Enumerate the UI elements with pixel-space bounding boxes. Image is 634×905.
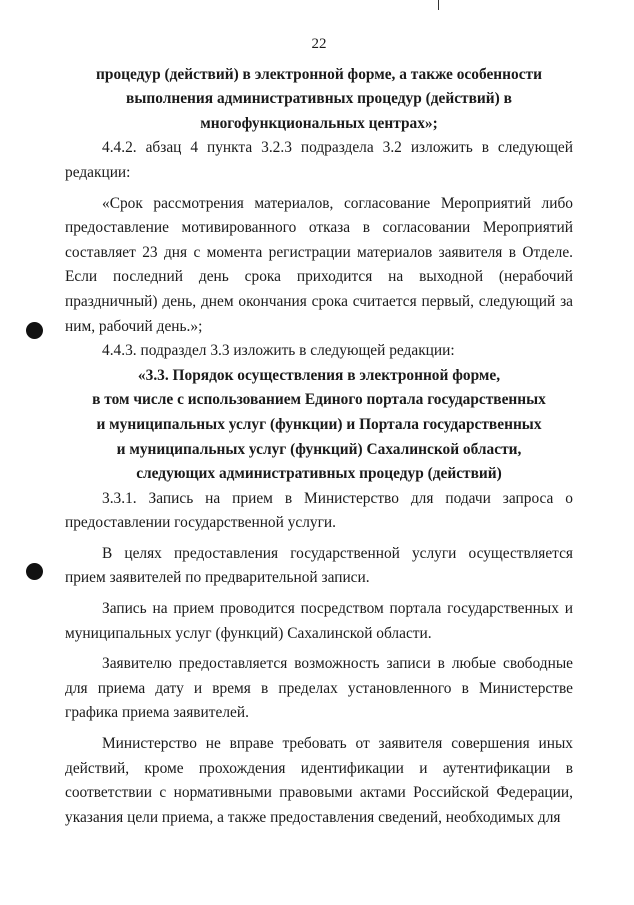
heading-line: многофункциональных центрах»; — [200, 114, 438, 132]
heading-continuation — [65, 63, 573, 137]
heading-line: процедур (действий) в электронной форме, а также особенности — [96, 65, 542, 83]
heading-line: «3.3. Порядок осуществления в электронной форме, — [137, 366, 501, 384]
heading-line: выполнения административных процедур (действий) в — [126, 90, 512, 108]
paragraph-goal: В целях предоставления государственной услуги осуществляется прием заявителей по предварительной записи. — [65, 544, 573, 587]
page-number: 22 — [311, 36, 327, 52]
paragraph-ministry: Министерство не вправе требовать от заявителя совершения иных действий, кроме прохождения идентификации и аутентификации в соответствии с нормативными правовыми актами Российской Федерации, указания цели приема, а также предоставления сведений, необходимых для — [65, 735, 573, 826]
heading-line: в том числе с использованием Единого портала государственных — [92, 391, 546, 409]
punch-hole — [26, 322, 43, 339]
document-page — [65, 32, 573, 830]
paragraph-4-4-2: 4.4.2. абзац 4 пункта 3.2.3 подраздела 3.2 изложить в следующей редакции: — [65, 139, 573, 181]
paragraph-quote: «Срок рассмотрения материалов, согласование Мероприятий либо предоставление мотивированного отказа в согласовании Мероприятий составляет 23 дня с момента регистрации материалов заявителя в Отделе. Если последний день срока приходится на выходной (нерабочий праздничный) день, днем окончания срока считается первый, следующий за ним, рабочий день.»; — [65, 194, 573, 335]
paragraph-4-4-3: 4.4.3. подраздел 3.3 изложить в следующей редакции: — [102, 342, 455, 360]
paragraph-free-slots: Заявителю предоставляется возможность записи в любые свободные для приема дату и время в пределах установленного в Министерстве графика приема заявителей. — [65, 655, 573, 722]
heading-line: следующих административных процедур (действий) — [136, 465, 502, 483]
punch-hole — [26, 563, 43, 580]
heading-line: и муниципальных услуг (функции) и Портала государственных — [96, 415, 542, 433]
paragraph-3-3-1: 3.3.1. Запись на прием в Министерство для подачи запроса о предоставлении государственной услуги. — [65, 489, 573, 532]
section-3-3-heading — [65, 364, 573, 487]
paragraph-portal: Запись на прием проводится посредством портала государственных и муниципальных услуг (функций) Сахалинской области. — [65, 600, 573, 642]
heading-line: и муниципальных услуг (функций) Сахалинской области, — [116, 440, 522, 458]
scan-mark — [438, 0, 439, 10]
